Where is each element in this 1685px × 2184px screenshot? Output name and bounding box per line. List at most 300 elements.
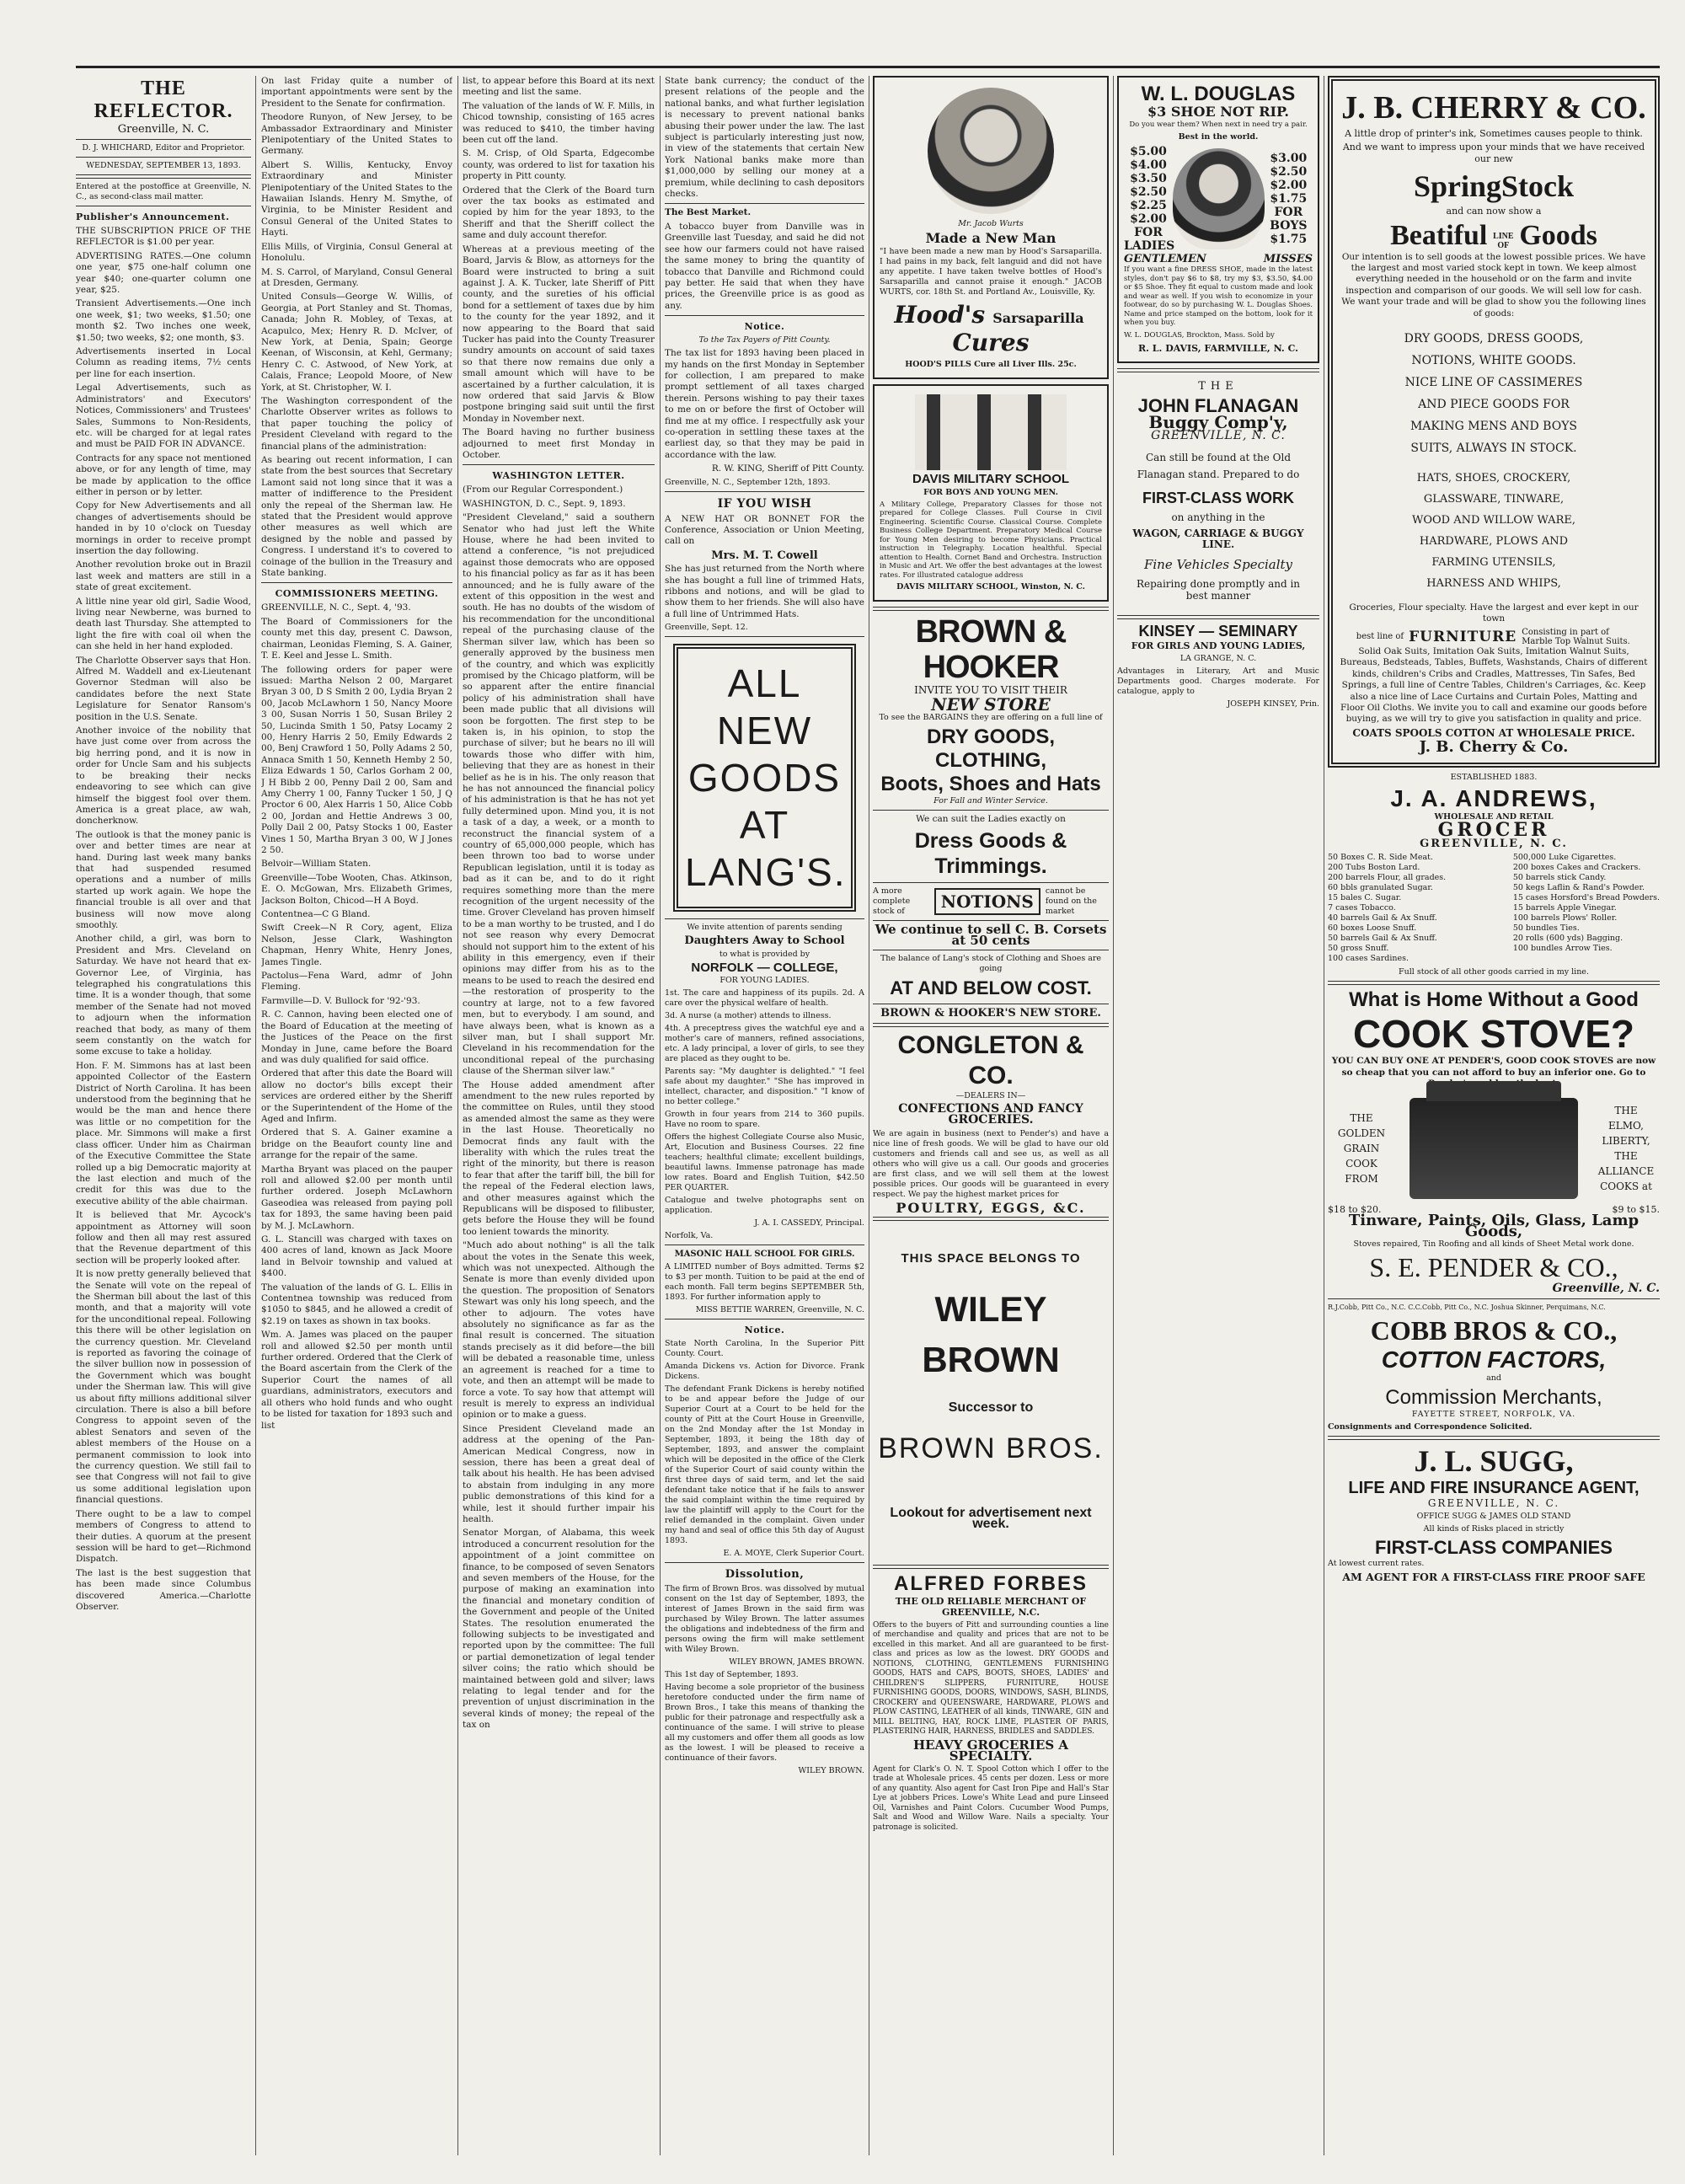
cherry-coats: COATS SPOOLS COTTON AT WHOLESALE PRICE. [1352,726,1635,739]
stove-question: What is Home Without a Good [1349,988,1639,1012]
price-item: $1.75 [1270,192,1308,206]
congleton-text: We are again in business (next to Pender's) and have a nice line of fresh goods. We will be glad to have our old customers and friends call and see us, as well as all others who will give us a call. Our goods and groceries are first class, and we will sell them at the lowest possible prices. Our goods will be guaranteed in every respect. We pay the highest market prices for [873,1128,1109,1199]
article-paragraph: Another invoice of the nobility that have just come over from across the big herring pond, and it is now in order for Uncle Sam and his subjects to be breaking their necks endeavoring to see which can give himself the biggest fool over them. America is a great place, aw wah, doncherknow. [76,725,251,827]
divorce-notice-sign: E. A. MOYE, Clerk Superior Court. [723,1549,864,1559]
cherry-beatiful: Beatiful [1390,219,1488,251]
stove-label: COOK [1345,1157,1377,1170]
grocery-item: 7 cases Tobacco. [1328,903,1396,913]
washington-heading: WASHINGTON LETTER. [492,470,625,482]
ad-paragraph: 1st. The care and happiness of its pupils. 2d. A care over the physical welfare of health. [665,988,864,1009]
masthead-editor: D. J. WHICHARD, Editor and Proprietor. [82,143,245,153]
stove-label: ELMO, [1608,1119,1644,1132]
masthead-title: THE REFLECTOR. [94,78,233,122]
langs-word: ALL [727,661,802,706]
price-item: $2.50 [1270,165,1308,179]
goods-line: AND PIECE GOODS FOR [1418,398,1570,412]
ad-paragraph: Growth in four years from 214 to 360 pupils. Have no room to spare. [665,1110,864,1130]
kinsey-ad [1117,623,1319,709]
stove-label: THE [1350,1111,1373,1124]
hoods-headline: Made a New Man [925,230,1056,246]
langs-word: GOODS [687,756,842,800]
article-paragraph: "Much ado about nothing" is all the talk about the votes in the Senate this week, which was not unexpected. Although the Senate is more than evenly divided upon the question. The proposition of Senators Stewart was only his long speech, and the other to adjourn. The votes have absolutely no significance as far as the final result is concerned. The situation stands precisely as it did before—the bill will be debated a reasonable time, unless an agreement is reached for a time to vote, and then an attempt will be made to force a vote. To say how that attempt will result is merely to express an individual opinion or to make a guess. [463,1240,655,1421]
forbes-sub: THE OLD RELIABLE MERCHANT OF GREENVILLE, N.C. [895,1595,1087,1619]
grocery-item: 50 barrels Gail & Ax Snuff. [1328,934,1437,944]
andrews-list-left [1328,853,1446,964]
hoods-ad [873,76,1109,379]
article-paragraph: M. S. Carrol, of Maryland, Consul General at Dresden, Germany. [261,266,452,288]
douglas-text: If you want a fine DRESS SHOE, made in the latest styles, don't pay $6 to $8, try my $3, $3.50, $4.00 or $5 Shoe. They fit equal to custom made and look and wear as well. If you wish to economize in your footwear, do so by purchasing W. L. Douglas Shoes. Name and price stamped on the bottom, look for it when you buy. [1124,265,1313,328]
cherry-text2: Solid Oak Suits, Imitation Oak Suits, Imitation Walnut Suits, Bureaus, Bedsteads, Tables, Buffets, Washstands, Chairs of different kinds, children's Cribs and Cradles, Mattresses, Tin Safes, Bed Springs, a full line of Centre Tables, Children's Carriages, &c. Keep also a nice line of Lace Curtains and Curtain Poles, Matting and Floor Oil Cloths. We invite you to call and examine our goods before buying, as we will try to give you satisfaction in quality and price. [1340,645,1648,725]
stove-tinware: Tinware, Paints, Oils, Glass, Lamp Goods, [1348,1211,1640,1240]
douglas-portrait [1173,148,1265,249]
article-paragraph: A little nine year old girl, Sadie Wood, living near Newberne, was burned to death last Thursday. She attempted to light the fire with coal oil when the can she held in her hand exploded. [76,596,251,652]
hat-ad-heading: IF YOU WISH [717,496,812,511]
grocery-item: 15 bales C. Sugar. [1328,893,1402,903]
goods-line: GLASSWARE, TINWARE, [1423,493,1565,506]
hoods-brand: Hood's [894,301,986,329]
forbes-text: Offers to the buyers of Pitt and surrounding counties a line of merchandise and quality and prices that are not to be excelled in this market. And all are guaranteed to be first-class and prices as low as the lowest. DRY GOODS and NOTIONS, CLOTHING, GENTLEMENS FURNISHING GOODS, HATS and CAPS, BOOTS, SHOES, LADIES' and CHILDREN'S SLIPPERS, FURNITURE, HOUSE FURNISHING GOODS, DOORS, WINDOWS, SASH, BLINDS, CROCKERY and QUEENSWARE, HARDWARE, PLOWS and PLOW CASTING, LEATHER of all kinds, TINWARE, GIN and MILL BELTING, HAY, ROCK LIME, PLASTER OF PARIS, PLASTERING HAIR, HARNESS, BRIDLES and SADDLES. [873,1620,1109,1737]
flanagan-on: on anything in the [1171,511,1265,523]
dissolution-text: The firm of Brown Bros. was dissolved by mutual consent on the 1st day of September, 1893, the interest of James Brown in the said firm was purchased by Wiley Brown. The latter assumes the obligations and indebtedness of the firm and persons owing the firm will make settlement with Wiley Brown. [665,1584,864,1655]
langs-word: NEW [716,709,813,753]
market-heading: The Best Market. [665,207,752,218]
andrews-place: GREENVILLE, N. C. [1420,837,1568,850]
cherry-name: J. B. CHERRY & CO. [1341,90,1646,126]
article-paragraph: There ought to be a law to compel members of Congress to attend to their duties. A quorum at the present session will be hard to get—Richmond Dispatch. [76,1508,251,1565]
kinsey-text: Advantages in Literary, Art and Music Departments good. Charges moderate. For catalogue, apply to [1117,666,1319,697]
bh-see: To see the BARGAINS they are offering on a full line of [879,713,1103,723]
washington-letter [463,484,655,1731]
article-paragraph: Ordered that after this date the Board will allow no doctor's bills except their services are ordered either by the Sheriff or the Superintendent of the Home of the Aged and Infirm. [261,1068,452,1124]
douglas-prices-left [1124,145,1173,253]
brown-hooker-ad [873,614,1109,1019]
article-paragraph: The Board of Commissioners for the county met this day, present C. Dawson, chairman, Leonidas Fleming, S. A. Gainer, T. E. Keel and Jesse L. Smith. [261,616,452,661]
price-item: $2.00 [1130,212,1167,227]
wiley-space: THIS SPACE BELONGS TO [901,1251,1081,1266]
wiley-brown-ad [873,1224,1109,1561]
notice-paragraph: State North Carolina, In the Superior Pitt County. Court. [665,1339,864,1359]
article-paragraph: Ordered that S. A. Gainer examine a bridge on the Beaufort county line and arrange for the repair of the same. [261,1127,452,1161]
masthead-entry: Entered at the postoffice at Greenville, N. C., as second-class mail matter. [76,182,251,201]
article-paragraph: ADVERTISING RATES.—One column one year, $75 one-half column one year $40; one-quarter column one year, $25. [76,250,251,296]
wiley-lookout: Lookout for advertisement next week. [890,1505,1092,1532]
stove-sub: YOU CAN BUY ONE AT PENDER'S, GOOD COOK STOVES are now so cheap that you can not afford to buy an inferior one. Go to [1331,1056,1656,1078]
stove-label: GRAIN [1343,1142,1380,1154]
cobb-consign: Consignments and Correspondence Solicited. [1328,1421,1533,1432]
wiley-bros: BROWN BROS. [878,1432,1104,1464]
stove-right-text [1592,1103,1660,1194]
price-item: $1.75 [1270,233,1308,247]
douglas-shoe-ad [1117,76,1319,363]
bh-corsets: We continue to sell C. B. Corsets at 50 cents [875,921,1107,948]
stove-label: FROM [1345,1172,1378,1185]
cobb-ad [1328,1303,1660,1432]
sugg-ad [1328,1443,1660,1583]
bh-balance: The balance of Lang's stock of Clothing and Shoes are going [880,954,1102,974]
article-paragraph: Ordered that the Clerk of the Board turn over the tax books as estimated and copied by him for the year 1893, to the Sheriff and that the Sheriff collect the same and duly account therefor. [463,185,655,241]
kinsey-place: LA GRANGE, N. C. [1180,654,1257,664]
cherry-text: Our intention is to sell goods at the lowest possible prices. We have the largest and most varied stock kept in town. We keep almost everything needed in the household or on the farm and invite inspection and comparison of our goods. We will sell low for cash. We want your trade and will be glad to show you the following lines of goods: [1341,251,1646,318]
tax-notice-sign: R. W. KING, Sheriff of Pitt County. [711,463,864,474]
norfolk-college-ad [665,988,864,1216]
norfolk-name: NORFOLK — COLLEGE, [691,960,838,975]
brown-hooker-title: BROWN & HOOKER [915,614,1067,686]
congleton-conf: CONFECTIONS AND FANCY GROCERIES. [898,1101,1083,1127]
sugg-place: GREENVILLE, N. C. [1427,1496,1560,1509]
column-1-articles [76,226,251,1613]
sugg-name: J. L. SUGG, [1414,1443,1574,1478]
article-paragraph: Wm. A. James was placed on the pauper roll and allowed $2.50 per month until further ordered. Ordered that the Clerk of the Board ascertain from the Clerk of the Superior Court the names of all guardians, administrators, executors and all others who hold funds and who ought to be listed for taxation for 1893 such and list [261,1330,452,1431]
cherry-ad [1328,76,1660,768]
flanagan-line: WAGON, CARRIAGE & BUGGY LINE. [1132,527,1304,551]
flanagan-ad [1117,376,1319,612]
stove-price-left: $18 to $20. [1328,1203,1382,1215]
tax-notice-date: Greenville, N. C., September 12th, 1893. [665,477,831,487]
article-paragraph: Since President Cleveland made an address at the opening of the Pan-American Medical Congress, now in session, there has been a great deal of talk about his health. He has been advised to abstain from indulging in any more public demonstrations of this kind for a while, lest it should further impair his health. [463,1423,655,1524]
grocery-item: 200 boxes Cakes and Crackers. [1512,863,1641,873]
cherry-intro: A little drop of printer's ink, Sometimes causes people to think. [1345,128,1643,139]
masonic-sign: MISS BETTIE WARREN, Greenville, N. C. [695,1305,864,1315]
column-rule [255,76,256,2155]
column-4 [665,76,864,2155]
article-paragraph: THE SUBSCRIPTION PRICE OF THE REFLECTOR is $1.00 per year. [76,226,251,248]
flanagan-name: JOHN FLANAGAN [1137,394,1299,416]
cobb-addr: FAYETTE STREET, NORFOLK, VA. [1411,1409,1576,1419]
grocery-item: 20 rolls (600 yds) Bagging. [1512,934,1623,944]
wiley-name: WILEY BROWN [922,1288,1060,1379]
dissolution-sign2: WILEY BROWN. [798,1766,864,1776]
bh-newstore: NEW STORE [931,693,1051,715]
cherry-want: And we want to impress upon your minds that we have received our new [1342,142,1645,164]
article-paragraph: Albert S. Willis, Kentucky, Envoy Extraordinary and Minister Plenipotentiary of the United States to the Hawaiian Islands. Henry M. Smythe, of Virginia, to be Minister Resident and Consul General of the United States to Hayti. [261,159,452,238]
dissolution-heading: Dissolution, [725,1568,805,1582]
stove-left-text [1328,1111,1395,1186]
goods-line: NOTIONS, WHITE GOODS. [1411,354,1576,368]
douglas-addr: W. L. DOUGLAS, Brockton, Mass. Sold by [1124,330,1275,340]
article-paragraph: The outlook is that the money panic is over and better times are near at hand. During last week many banks that had suspended resumed operations and a number of mills started up work again. We hope the financial trouble is all over and that business will now move along smoothly. [76,829,251,930]
grocery-item: 60 boxes Loose Snuff. [1328,923,1417,934]
article-paragraph: GREENVILLE, N. C., Sept. 4, '93. [261,602,411,613]
douglas-gentlemen: GENTLEMEN [1124,253,1206,266]
bh-notions: NOTIONS [934,888,1040,915]
grocery-item: 500,000 Luke Cigarettes. [1512,853,1617,863]
top-rule [76,66,1660,68]
goods-line: HARNESS AND WHIPS, [1426,577,1561,591]
article-paragraph: Another child, a girl, was born to President and Mrs. Cleveland on Saturday. We have not heard that ex-Governor Lee, of Virginia, has telegraphed his congratulations this time. It is a wonder though, that some member of the Senate had not moved to adjourn when the information reached that body, as many of them seem constantly on the watch for some excuse to take a holiday. [76,934,251,1057]
bh-dress: Dress Goods & Trimmings. [914,828,1067,878]
article-paragraph: Contentnea—C G Bland. [261,909,371,920]
bh-complete-a: A more complete stock of [873,886,911,916]
article-paragraph: Whereas at a previous meeting of the Board, Jarvis & Blow, as attorneys for the Board were instructed to bring a suit against J. A. K. Tucker, late Sheriff of Pitt county, and the sureties of his official bond for a settlement of taxes due by him to the county for the year 1892, and it now appearing to the Board that said Tucker has paid into the County Treasurer sundry amounts on account of said taxes so that there now remains due only a small amount which will have to be ascertained by a further calculation, it is now ordered that said Jarvis & Blow postpone bringing said suit until the first Monday in November next. [463,244,655,424]
grocery-item: 200 Tubs Boston Lard. [1328,863,1420,873]
article-paragraph: WASHINGTON, D. C., Sept. 9, 1893. [463,498,626,509]
grocery-item: 40 barrels Gail & Ax Snuff. [1328,913,1437,923]
article-paragraph: Hon. F. M. Simmons has at last been appointed Collector of the Eastern District of North Carolina. It has been understood from the beginning that he would be the man and hence there was little or no competition for the place. Mr. Simmons will make a first class officer. Under him as Chairman of the Executive Committee the State rolled up a big Democratic majority at the last election and much of the credit for this was due to the executive ability of the able chairman. [76,1060,251,1207]
stove-label: ALLIANCE [1597,1164,1655,1177]
andrews-grocer: GROCER [1437,818,1550,841]
goods-line: DRY GOODS, DRESS GOODS, [1404,332,1584,346]
article-paragraph: The Board having no further business adjourned to meet first Monday in October. [463,427,655,460]
pender-place: Greenville, N. C. [1552,1282,1660,1296]
article-paragraph: On last Friday quite a number of important appointments were sent by the President to the Senate for confirmation. [261,76,452,109]
davis-heading: DAVIS MILITARY SCHOOL [912,472,1070,487]
bh-suit: We can suit the Ladies exactly on [916,814,1066,825]
column-2 [261,76,452,2155]
norfolk-sign: J. A. I. CASSEDY, Principal. [754,1218,864,1228]
goods-line: WOOD AND WILLOW WARE, [1412,514,1575,527]
publisher-heading: Publisher's Announcement. [76,211,230,222]
davis-sub: FOR BOYS AND YOUNG MEN. [923,487,1058,497]
langs-word: LANG'S. [685,850,847,895]
article-paragraph: The last is the best suggestion that has been made since Columbus discovered America.—Charlotte Observer. [76,1567,251,1612]
cobb-and: and [1486,1373,1501,1383]
bh-cost: AT AND BELOW COST. [890,977,1092,999]
grocery-item: 100 bundles Arrow Ties. [1512,944,1613,954]
grocery-item: 60 bbls granulated Sugar. [1328,883,1433,893]
grocery-item: 100 barrels Plows' Roller. [1512,913,1618,923]
article-paragraph: G. L. Stancill was charged with taxes on 400 acres of land, known as Jack Moore land in Belvoir township and valued at $400. [261,1234,452,1279]
ad-paragraph: 3d. A nurse (a mother) attends to illness. [665,1011,832,1021]
davis-text: A Military College, Preparatory Classes for those not prepared for College Classes. Full Course in Civil Engineering. Scientific Course. Classical Course. Complete Business College Department. Preparatory Medical Course for Young Men desiring to become Physicians. Practical instruction in Telegraphy. Location healthful. Special attention to Health. Cornet Band and Orchestra. Instruction in Music and Art. We offer the best advantages at the lowest rates. For illustrated catalogue address [880,500,1102,580]
flanagan-text: Can still be found at the Old Flanagan stand. Prepared to do [1137,451,1300,480]
grocery-item: 50 kegs Laflin & Rand's Powder. [1512,883,1645,893]
portrait-illustration [928,88,1054,214]
stove-illustration [1410,1098,1578,1199]
masthead-date: WEDNESDAY, SEPTEMBER 13, 1893. [86,161,241,170]
andrews-ad [1328,785,1660,978]
ad-paragraph: Offers the highest Collegiate Course also Music, Art, Elocution and Business Courses. 22 fine teachers; healthful climate; excellent buildings, beautiful lawns. Immense patronage has made low rates. Board and English Tuition, $42.50 PER QUARTER. [665,1132,864,1193]
douglas-prices-right [1265,152,1313,246]
price-item: $2.00 [1270,179,1308,193]
grocery-item: 15 barrels Apple Vinegar. [1512,903,1617,913]
divorce-notice [665,1339,864,1546]
article-paragraph: The Washington correspondent of the Charlotte Observer writes as follows to that paper touching the policy of President Cleveland with regard to the financial plans of the administration: [261,395,452,452]
article-paragraph: Contracts for any space not mentioned above, or for any length of time, may be made by application to the office either in person or by letter. [76,452,251,497]
norfolk-line1: Daughters Away to School [684,934,845,948]
article-paragraph: Copy for New Advertisements and all changes of advertisements should be handed in by 10 o'clock on Tuesday mornings in order to receive prompt insertion the day following. [76,500,251,556]
column-rule [457,76,458,2155]
cherry-grocer: Groceries, Flour specialty. Have the largest and ever kept in our town [1349,602,1639,624]
grocery-item: 50 Boxes C. R. Side Meat. [1328,853,1433,863]
dissolution-date: This 1st day of September, 1893. [665,1670,799,1680]
currency-article [665,76,864,200]
douglas-question: Do you wear them? When next in need try a pair. [1129,120,1308,130]
sugg-title: LIFE AND FIRE INSURANCE AGENT, [1348,1478,1640,1497]
article-paragraph: The following orders for paper were issued: Martha Nelson 2 00, Margaret Bryan 3 00, D S Smith 2 00, Lydia Bryan 2 00, Jacob McLawhorn 1 50, Nancy Moore 3 00, Susan Norris 1 50, Susan Briley 2 50, Lucinda Smith 1 50, Patsy Locamy 2 00, Henry Harris 2 50, Emily Edwards 2 00, Benj Crawford 1 50, Polly Adams 2 50, Annaca Smith 1 50, Kenneth Hemby 2 50, Eliza Edwards 1 50, Carlos Gorham 2 00, J H Bibb 2 00, Penny Dail 2 00, Sam and Amy Cherry 1 00, Fanny Tucker 1 50, J Q Proctor 6 00, Alex Harris 1 50, Alice Cobb 2 00, Jordan and Hettie Andrews 3 00, Polly Dail 2 00, Patsy Stocks 1 00, Easter Vines 1 50, Martha Bryan 3 00, W J Jones 2 50. [261,664,452,855]
forbes-ad [873,1572,1109,1833]
hat-ad-name: Mrs. M. T. Cowell [711,549,818,562]
langs-ad [673,644,856,912]
article-paragraph: Ellis Mills, of Virginia, Consul General at Honolulu. [261,241,452,264]
dissolution-sign: WILEY BROWN, JAMES BROWN. [729,1657,864,1667]
sugg-risks: All kinds of Risks placed in strictly [1423,1524,1565,1534]
flanagan-fine: Fine Vehicles Specialty [1143,556,1293,572]
ad-paragraph: 4th. A preceptress gives the watchful eye and a mother's care of manners, refined associations, etc. A lady principal, a lover of girls, to see they are placed as they ought to be. [665,1024,864,1064]
article-paragraph: The House added amendment after amendment to the new rules reported by the committee on Rules, until they stood as amended almost the same as they were in the last House. Theoretically no Democrat finds any fault with the liberality with which the rules treat the right of the minority, but there is reason to fear that after the tariff bill, the bill for the repeal of the Federal election laws, and other measures against which the Republicans will be disposed to filibuster, gets before the House they will be found too lenient towards the minority. [463,1079,655,1237]
column-3 [463,76,655,2155]
stove-label: THE [1614,1149,1638,1162]
price-item: $4.00 [1130,158,1167,173]
cobb-comm: Commission Merchants, [1385,1385,1602,1409]
kinsey-sub: FOR GIRLS AND YOUNG LADIES, [1131,640,1306,651]
stove-label: LIBERTY, [1602,1134,1650,1147]
article-paragraph: Theodore Runyon, of New Jersey, to be Ambassador Extraordinary and Minister Plenipotentiary of the United States to Germany. [261,112,452,157]
commissioners-continued [463,76,655,461]
flanagan-repair: Repairing done promptly and in best manner [1136,578,1301,602]
hat-ad-text2: She has just returned from the North where she has bought a full line of trimmed Hats, ribbons and notions, and will be glad to show them to her friends. She will also have a full line of Untrimmed Hats. [665,564,864,619]
cherry-goods: Goods [1519,219,1597,251]
column-6 [1117,76,1319,2155]
douglas-misses: MISSES [1263,253,1313,266]
forbes-text2: Agent for Clark's O. N. T. Spool Cotton which I offer to the trade at Wholesale prices. 45 cents per dozen. Less or more of any quantity. Also agent for Cast Iron Pipe and Hall's Star Lye at jobbers Prices. Lowe's White Lead and pure Linseed Oil, Varnishes and Paint Colors. Cucumber Wood Pumps, Salt and Wood and Willow Ware. Nails a specialty. Your patronage is solicited. [873,1764,1109,1832]
price-item: $5.00 [1130,145,1167,159]
andrews-whole: WHOLESALE AND RETAIL [1434,811,1554,822]
article-paragraph: It is now pretty generally believed that the Senate will vote on the repeal of the Sherman bill about the last of this month, and that a majority will vote for the unconditional repeal. Following this there will be other legislation on the currency question. Mr. Cleveland is reported as favoring the coinage of the silver bullion now in possession of the Government which was bought under the Sherman law. This will give us about fifty millions additional silver circulation. There is also a bill before Congress to appoint seven of the ablest Senators and seven of the ablest members of the House on a permanent commission to look into the currency question. We still fail to see that Congress will not fail to give us some additional legislation upon financial questions. [76,1269,251,1506]
hat-ad-date: Greenville, Sept. 12. [665,623,748,633]
article-paragraph: Swift Creek—N R Cory, agent, Eliza Nelson, Jesse Clark, Washington Chapman, Henry White, Henry Jones, James Tingle. [261,923,452,967]
bh-fall: For Fall and Winter Service. [933,796,1048,806]
hoods-pills: HOOD'S PILLS Cure all Liver Ills. 25c. [905,360,1077,370]
article-paragraph: It is believed that Mr. Aycock's appointment as Attorney will soon follow and then all may rest assured that the Revenue department of this section will be properly looked after. [76,1210,251,1266]
dissolution-text2: Having become a sole proprietor of the business heretofore conducted under the firm name of Brown Bros., I take this means of thanking the public for their patronage and respectfully ask a continuance of the same. I will strive to please all my customers and offer them all goods as low as the lowest. I will be pleased to receive a continuance of their favors. [665,1683,864,1764]
article-paragraph: Farmville—D. V. Bullock for '92-'93. [261,995,420,1006]
article-paragraph: R. C. Cannon, having been elected one of the Board of Education at the meeting of the Justices of the Peace on the first Monday in June, came before the Board and was duly qualified for said office. [261,1009,452,1065]
norfolk-sub: FOR YOUNG LADIES. [719,976,810,986]
stove-repair: Stoves repaired, Tin Roofing and all kinds of Sheet Metal work done. [1353,1239,1634,1250]
douglas-name: W. L. DOUGLAS [1141,83,1296,105]
column-5 [873,76,1109,2155]
goods-line: SUITS, ALWAYS IN STOCK. [1410,442,1577,456]
hoods-cures: Cures [952,329,1030,357]
masthead-place: Greenville, N. C. [117,123,210,136]
newspaper-page [76,66,1660,2164]
goods-line: MAKING MENS AND BOYS [1410,420,1578,434]
davis-sign: DAVIS MILITARY SCHOOL, Winston, N. C. [896,582,1085,592]
langs-word: AT [739,803,790,848]
article-paragraph: "President Cleveland," said a southern Senator who had just left the White House, where he had been invited to attend a conference, "is not prejudiced against those democrats who are opposed to his financial policy as far as it has been announced; and he is fully aware of the extent of this opposition in the west and south. He has no doubts of the wisdom of his recommendation for the unconditional repeal of the purchasing clause of the Sherman silver law, which has been so generally approved by the business men of the country, and which was explicitly promised by the Chicago platform, will be so apparent after the entire financial policy of his administration shall have been made public that all divisions will soon be forgotten. The first step to be taken is, in his opinion, to stop the purchase of silver; but he bears no ill will towards those who differ with him, believing that they are as honest in their belief as he is in his. The only reason that he has not announced the financial policy of his administration is that he has not yet fully determined upon. Mind you, it is not a task of a day, a week, or a month to reconstruct the financial system of a country of 65,000,000 people, which has been thrown too bad to worse under Republican legislation, until it is today as bad as it can be, and to do it right requires something more than the mere recognition of the urgent necessity of the time. Grover Cleveland has proven himself to be a man worthy to be trusted, and I do not see reason why every Democrat should not support him to the extent of his ability in this emergency, even if their opinions may differ from his as to the means to be used to reach the desired end—the restoration of prosperity to the country at large, not to a few favored men, but to everybody. I am sound, and have always been, what is known as a silver man, but I shall support Mr. Cleveland in his recommendation for the unconditional repeal of the purchasing clause of the Sherman silver law." [463,512,655,1077]
grocery-item: 50 gross Snuff. [1328,944,1389,954]
sugg-first: FIRST-CLASS COMPANIES [1375,1537,1613,1559]
goods-line: HARDWARE, PLOWS AND [1419,535,1569,549]
sugg-lowest: At lowest current rates. [1328,1559,1425,1569]
article-paragraph: The Charlotte Observer says that Hon. Alfred M. Waddell and ex-Lieutenant Governor Stedman will also be candidates before the next State Legislature for Senator Ransom's position in the U.S. Senate. [76,655,251,722]
flanagan-work: FIRST-CLASS WORK [1142,489,1294,506]
forbes-name: ALFRED FORBES [894,1571,1088,1595]
article-paragraph: list, to appear before this Board at its next meeting and list the same. [463,76,655,98]
sugg-office: OFFICE SUGG & JAMES OLD STAND [1416,1512,1571,1522]
flanagan-buggy: Buggy Comp'y, [1148,411,1288,432]
bh-complete-b: cannot be found on the market [1045,886,1097,916]
douglas-shoe: $3 SHOE NOT RIP. [1147,104,1289,120]
stove-label: GOLDEN [1337,1127,1386,1139]
article-paragraph: S. M. Crisp, of Old Sparta, Edgecombe county, was ordered to list for taxation his property in Pitt county. [463,148,655,182]
congleton-dealers: —DEALERS IN— [955,1090,1026,1100]
bh-footer: BROWN & HOOKER'S NEW STORE. [880,1007,1101,1020]
commissioners-heading: COMMISSIONERS MEETING. [275,588,439,600]
kinsey-heading: KINSEY — SEMINARY [1138,622,1298,640]
wurts-caption: Mr. Jacob Wurts [958,219,1024,228]
grocery-item: 100 cases Sardines. [1328,954,1409,964]
cobb-name: COBB BROS & CO., [1370,1314,1618,1346]
price-item: FOR LADIES [1124,226,1175,254]
cherry-spring: SpringStock [1413,169,1575,204]
commissioners-article [261,602,452,1431]
article-paragraph: Belvoir—William Staten. [261,859,372,870]
congleton-ad [873,1030,1109,1216]
column-7 [1328,76,1660,2155]
norfolk-line2: to what is provided by [719,949,810,959]
price-item: $2.50 [1130,185,1167,200]
price-item: $3.00 [1270,152,1308,166]
notice-paragraph: The defendant Frank Dickens is hereby notified to be and appear before the Judge of our Superior Court at a Court to be held for the county of Pitt at the Court House in Greenville, on the 2nd Monday after the 1st Monday in September, 1893, it being the 18th day of September, 1893, and answer the complaint which will be deposited in the office of the Clerk of the Superior Court of said county within the first three days of said term, and let the said defendant take notice that if he fails to answer the said complaint within the time required by law the plaintiff will apply to the Court for the relief demanded in the complaint. Given under my hand and seal of office this 5th day of August 1893. [665,1384,864,1546]
article-paragraph: United Consuls—George W. Willis, of Georgia, at Port Stanley and St. Thomas, Canada; John R. Mobley, of Texas, at Acapulco, Mex; Henry R. D. McIver, of New York, at Denia, Spain; George Keenan, of Wisconsin, at Kehl, Germany; Henry C. C. Astwood, of New York, at Calais, France; Leopold Moore, of New York, at St. Christopher, W. I. [261,292,452,393]
grocery-item: 200 barrels Flour, all grades. [1328,873,1447,883]
article-paragraph: Another revolution broke out in Brazil last week and matters are still in a state of great excitement. [76,559,251,593]
cherry-sign: J. B. Cherry & Co. [1419,738,1569,757]
market-text: A tobacco buyer from Danville was in Greenville last Tuesday, and said he did not see how our farmers could not have raised the same money to bring the quantity of tobacco that Danville and Richmond could pay better. He said that when they have prices, the Greenville price is as good as any. [665,221,864,311]
article-paragraph: Martha Bryant was placed on the pauper roll and allowed $2.00 per month until further ordered. Joseph McLawhorn Gaseodiea was released from paying poll tax for 1893, the same having been paid by M. J. McLawhorn. [261,1164,452,1231]
appointments-article [261,76,452,579]
flanagan-the: THE [1198,380,1238,393]
flanagan-place: GREENVILLE, N. C. [1151,429,1286,443]
sugg-agent: AM AGENT FOR A FIRST-CLASS FIRE PROOF SAFE [1342,1571,1645,1584]
congleton-poultry: POULTRY, EGGS, &C. [896,1199,1086,1216]
pender-stove-ad [1328,988,1660,1294]
wiley-successor: Successor to [948,1400,1034,1415]
article-paragraph: Legal Advertisements, such as Administrators' and Executors' Notices, Commissioners' and Trustees' Sales, Summons to Non-Residents, etc. will be charged for at legal rates and must be PAID FOR IN ADVANCE. [76,383,251,450]
stove-label: COOKS at [1600,1180,1652,1192]
davis-military-ad [873,384,1109,602]
cobb-small: R.J.Cobb, Pitt Co., N.C. C.C.Cobb, Pitt Co., N.C. Joshua Skinner, Perquimans, N.C. [1328,1303,1606,1311]
article-paragraph: State bank currency; the conduct of the present relations of the people and the national banks, and what further legislation is necessary to prevent national banks abusing their power under the law. The last subject is particularly interesting just now, in view of the statements that certain New York National banks make more than $1,000,000 by selling our money at a premium, while declining to cash depositors checks. [665,76,864,200]
stove-price-right: $9 to $15. [1612,1203,1660,1215]
cobb-cotton: COTTON FACTORS, [1381,1346,1607,1373]
grocery-item: 15 cases Horsford's Bread Powders. [1512,893,1660,903]
hoods-sarsaparilla-label: Sarsaparilla [992,310,1084,327]
stove-label: THE [1614,1104,1638,1116]
cherry-furn-a: best line of [1356,632,1404,642]
bh-dry-goods: DRY GOODS, CLOTHING, [926,725,1056,773]
cherry-show: and can now show a [1446,206,1542,217]
article-paragraph: The valuation of the lands of G. L. Ellis in Contentnea township was reduced from $1050 to $845, and he allowed a credit of $2.19 on taxes as shown in tax books. [261,1282,452,1326]
price-item: $2.25 [1130,199,1167,213]
cherry-furniture: FURNITURE [1409,628,1517,645]
cherry-lineof: LINE OF [1493,231,1514,250]
ad-paragraph: Parents say: "My daughter is delighted." "I feel safe about my daughter." "She has improved in intellect, character, and disposition." "I know of no better college." [665,1067,864,1107]
article-paragraph: The valuation of the lands of W. F. Mills, in Chicod township, consisting of 165 acres was reduced to $410, the timber having been cut off the land. [463,100,655,146]
hoods-text: "I have been made a new man by Hood's Sarsaparilla. I had pains in my back, felt languid and did not have any appetite. I have taken twelve bottles of Hood's Sarsaparilla and cannot praise it enough." JACOB WURTS, cor. 18th St. and Portland Av., Louisville, Ky. [880,247,1102,297]
article-paragraph: (From our Regular Correspondent.) [463,484,623,495]
article-paragraph: Transient Advertisements.—One inch one week, $1; two weeks, $1.50; one month $2. Two inches one week, $1.50; two weeks, $2; one month, $3. [76,298,251,343]
goods-line: FARMING UTENSILS, [1431,556,1556,570]
kinsey-sign: JOSEPH KINSEY, Prin. [1227,699,1319,709]
andrews-foot: Full stock of all other goods carried in my line. [1399,967,1589,977]
cherry-furn-b: Consisting in part of Marble Top Walnut Suits. [1522,627,1630,646]
tax-notice-sub: To the Tax Payers of Pitt County. [698,335,831,345]
hat-ad-text: A NEW HAT OR BONNET FOR the Conference, Association or Union Meeting, call on [665,513,864,547]
douglas-best: Best in the world. [1178,132,1259,142]
pender-name: S. E. PENDER & CO., [1369,1252,1618,1283]
price-item: $3.50 [1130,172,1167,186]
tax-notice-heading: Notice. [744,321,785,333]
forbes-heavy: HEAVY GROCERIES A SPECIALTY. [912,1737,1069,1764]
congleton-title: CONGLETON & CO. [897,1030,1084,1089]
divorce-notice-heading: Notice. [744,1325,785,1336]
goods-line: HATS, SHOES, CROCKERY, [1416,472,1571,485]
masonic-text: A LIMITED number of Boys admitted. Terms $2 to $3 per month. Tuition to be paid at the end of each month. Fall term begins SEPTEMBER 5th, 1893. For further information apply to [665,1262,864,1303]
stove-headline: COOK STOVE? [1353,1012,1634,1057]
andrews-list-right [1513,853,1660,964]
